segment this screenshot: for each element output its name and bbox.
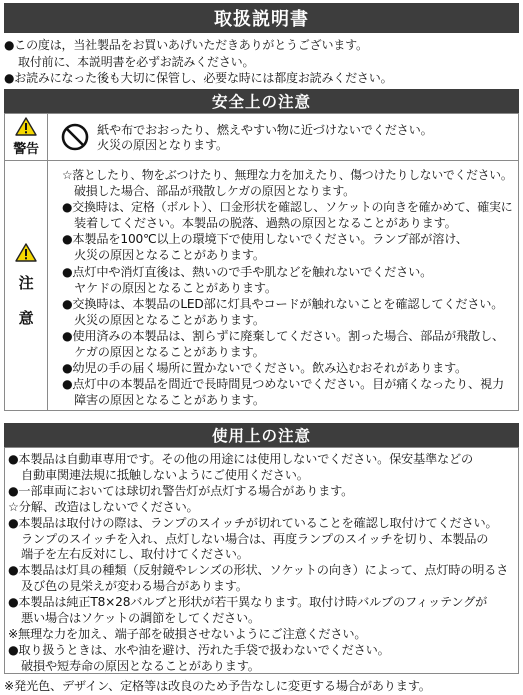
- caution-line: 装着してください。本製品の脱落、過熱の原因となることがあります。: [74, 216, 457, 231]
- warning-text: [97, 123, 433, 153]
- intro: [4, 37, 519, 87]
- caution-line: 破損した場合、部品が飛散しケガの原因となります。: [74, 184, 355, 199]
- caution-label-char: 注: [18, 274, 34, 292]
- caution-line: ●交換時は、定格（ボルト）、口金形状を確認し、ソケットの向きを確かめて、確実に: [62, 200, 513, 215]
- warning-triangle-icon: [15, 117, 37, 136]
- caution-line: ヤケドの原因となることがあります。: [74, 280, 277, 295]
- caution-line: ●点灯中の本製品を間近で長時間見つめないでください。目が痛くなったり、視力: [62, 377, 504, 392]
- usage-line: 端子を左右反対にし、取付けてください。: [21, 547, 249, 562]
- intro-line: ●お読みになった後も大切に保管し、必要な時には都度お読みください。: [4, 71, 393, 85]
- caution-line: ●本製品を100℃以上の環境下で使用しないでください。ランプ部が溶け、: [62, 232, 468, 247]
- usage-line: 及び色の見栄えが変わる場合があります。: [21, 579, 248, 594]
- caution-line: ケガの原因となることがあります。: [74, 345, 265, 360]
- usage-header: 使用上の注意: [4, 423, 519, 447]
- usage-box: [4, 447, 519, 674]
- warning-row: [5, 114, 518, 161]
- caution-line: 火災の原因となることがあります。: [74, 312, 265, 327]
- warning-label: 警告: [13, 142, 39, 157]
- caution-line: ●使用済みの本製品は、割らずに廃棄してください。割った場合、部品が飛散し、: [62, 328, 504, 343]
- warning-triangle-icon: [15, 243, 37, 262]
- usage-line: ●一部車両においては球切れ警告灯が点灯する場合があります。: [8, 483, 354, 498]
- caution-label-char: 意: [18, 309, 34, 327]
- warning-line: 紙や布でおおったり、燃えやすい物に近づけないでください。: [97, 123, 433, 137]
- usage-line: 悪い場合はソケットの調節をしてください。: [21, 611, 261, 626]
- caution-line: ●点灯中や消灯直後は、熱いので手や肌などを触れないでください。: [62, 264, 433, 279]
- usage-line: ●取り扱うときは、水や油を避け、汚れた手袋で扱わないでください。: [8, 642, 390, 657]
- safety-table: [4, 113, 519, 411]
- intro-line: ●この度は，当社製品をお買いあげいただきありがとうございます。: [4, 38, 368, 52]
- usage-line: ランプのスイッチを入れ、点灯しない場合は、再度ランプのスイッチを切り、本製品の: [21, 531, 489, 546]
- caution-line: ☆落としたり、物をぶつけたり、無理な力を加えたり、傷つけたりしないでください。: [62, 168, 513, 182]
- document-title: 取扱説明書: [4, 3, 519, 33]
- caution-line: ●幼児の手の届く場所に置かないでください。飲み込むおそれがあります。: [62, 361, 468, 376]
- caution-list: [62, 167, 513, 408]
- caution-line: 障害の原因となることがあります。: [74, 393, 265, 408]
- caution-row: [5, 161, 518, 410]
- usage-line: 破損や短寿命の原因となることがあります。: [21, 658, 260, 673]
- usage-list: [8, 452, 508, 675]
- usage-line: ☆分解、改造はしないでください。: [8, 499, 199, 514]
- caution-label-cell: [5, 161, 48, 410]
- usage-line: ●本製品は灯具の種類（反射鏡やレンズの形状、ソケットの向き）によって、点灯時の明るさ: [8, 563, 509, 578]
- warning-label-cell: [5, 114, 48, 160]
- caution-line: 火災の原因となることがあります。: [74, 248, 265, 263]
- intro-line: 取付前に、本説明書を必ずお読みください。: [18, 54, 255, 69]
- usage-line: ●本製品は取付けの際は、ランプのスイッチが切れていることを確認し取付けてください。: [8, 515, 498, 530]
- prohibited-icon: [61, 123, 89, 151]
- usage-line: ●本製品は自動車専用です。その他の用途には使用しないでください。保安基準などの: [8, 452, 473, 466]
- usage-line: ●本製品は純正T8×28バルブと形状が若干異なります。取付け時バルブのフィッテングが: [8, 595, 488, 610]
- safety-header: 安全上の注意: [4, 89, 519, 113]
- usage-line: 自動車関連法規に抵触しないようにご使用ください。: [21, 467, 309, 482]
- footer-note: ※発光色、デザイン、定格等は改良のため予告なしに変更する場合があります。: [4, 679, 431, 693]
- warning-line: 火災の原因となります。: [97, 138, 228, 152]
- caution-line: ●交換時は、本製品のLED部に灯具やコードが触れないことを確認してください。: [62, 296, 504, 311]
- usage-line: ※無理な力を加え、端子部を破損させないようにご注意ください。: [8, 626, 367, 641]
